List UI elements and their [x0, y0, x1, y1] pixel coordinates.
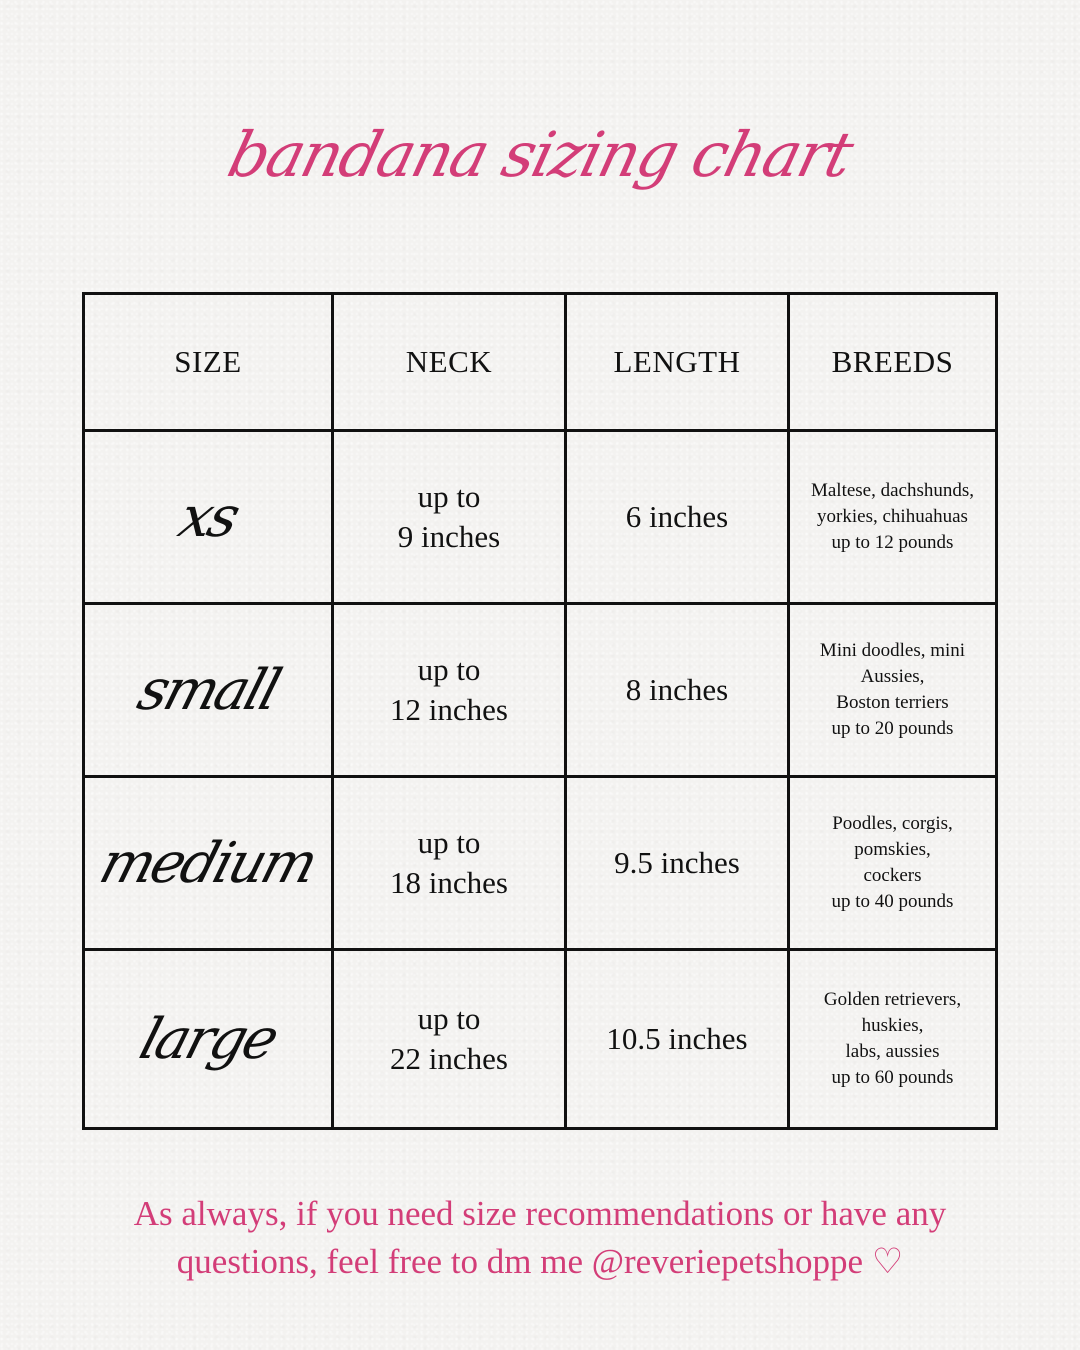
weight-limit: up to 20 pounds	[831, 718, 954, 739]
header-length: LENGTH	[566, 294, 789, 431]
header-neck: NECK	[333, 294, 566, 431]
footer-note	[60, 1190, 1020, 1286]
neck-cell	[333, 604, 566, 777]
breeds-line: Poodles, corgis, pomskies,	[832, 813, 953, 860]
neck-value: 22 inches	[390, 1041, 508, 1076]
table-header-row	[84, 294, 997, 431]
weight-limit: up to 40 pounds	[831, 891, 954, 912]
size-cell	[84, 431, 333, 604]
neck-prefix: up to	[417, 479, 481, 514]
size-cell	[84, 604, 333, 777]
size-cell	[84, 950, 333, 1129]
size-label: xs	[171, 484, 245, 550]
neck-cell	[333, 950, 566, 1129]
size-label: medium	[93, 830, 323, 896]
footer-line: questions, feel free to dm me @reveriepetshoppe ♡	[176, 1242, 904, 1281]
breeds-line: Boston terriers	[836, 692, 949, 713]
neck-value: 9 inches	[397, 519, 501, 554]
size-label: large	[132, 1006, 284, 1072]
length-cell: 6 inches	[566, 431, 789, 604]
neck-value: 12 inches	[390, 692, 508, 727]
breeds-cell	[789, 604, 997, 777]
table-row	[84, 431, 997, 604]
footer-line: As always, if you need size recommendations or have any	[133, 1194, 947, 1233]
breeds-line: Mini doodles, mini Aussies,	[819, 640, 966, 687]
neck-prefix: up to	[417, 652, 481, 687]
neck-prefix: up to	[417, 825, 481, 860]
breeds-line: cockers	[863, 865, 922, 886]
size-cell	[84, 777, 333, 950]
table-row	[84, 950, 997, 1129]
breeds-cell	[789, 950, 997, 1129]
size-label: small	[130, 657, 286, 723]
length-cell: 10.5 inches	[566, 950, 789, 1129]
weight-limit: up to 60 pounds	[831, 1067, 954, 1088]
header-size: SIZE	[84, 294, 333, 431]
breeds-cell	[789, 431, 997, 604]
length-cell: 8 inches	[566, 604, 789, 777]
breeds-line: Maltese, dachshunds,	[810, 480, 975, 501]
page-title: bandana sizing chart	[221, 118, 859, 191]
neck-cell	[333, 431, 566, 604]
sizing-table	[82, 292, 998, 1130]
neck-value: 18 inches	[390, 865, 508, 900]
weight-limit: up to 12 pounds	[831, 532, 954, 553]
breeds-line: labs, aussies	[845, 1041, 940, 1062]
breeds-line: Golden retrievers, huskies,	[823, 989, 962, 1036]
table-row	[84, 777, 997, 950]
header-breeds: BREEDS	[789, 294, 997, 431]
breeds-cell	[789, 777, 997, 950]
neck-prefix: up to	[417, 1001, 481, 1036]
length-cell: 9.5 inches	[566, 777, 789, 950]
table-row	[84, 604, 997, 777]
neck-cell	[333, 777, 566, 950]
breeds-line: yorkies, chihuahuas	[817, 506, 968, 527]
